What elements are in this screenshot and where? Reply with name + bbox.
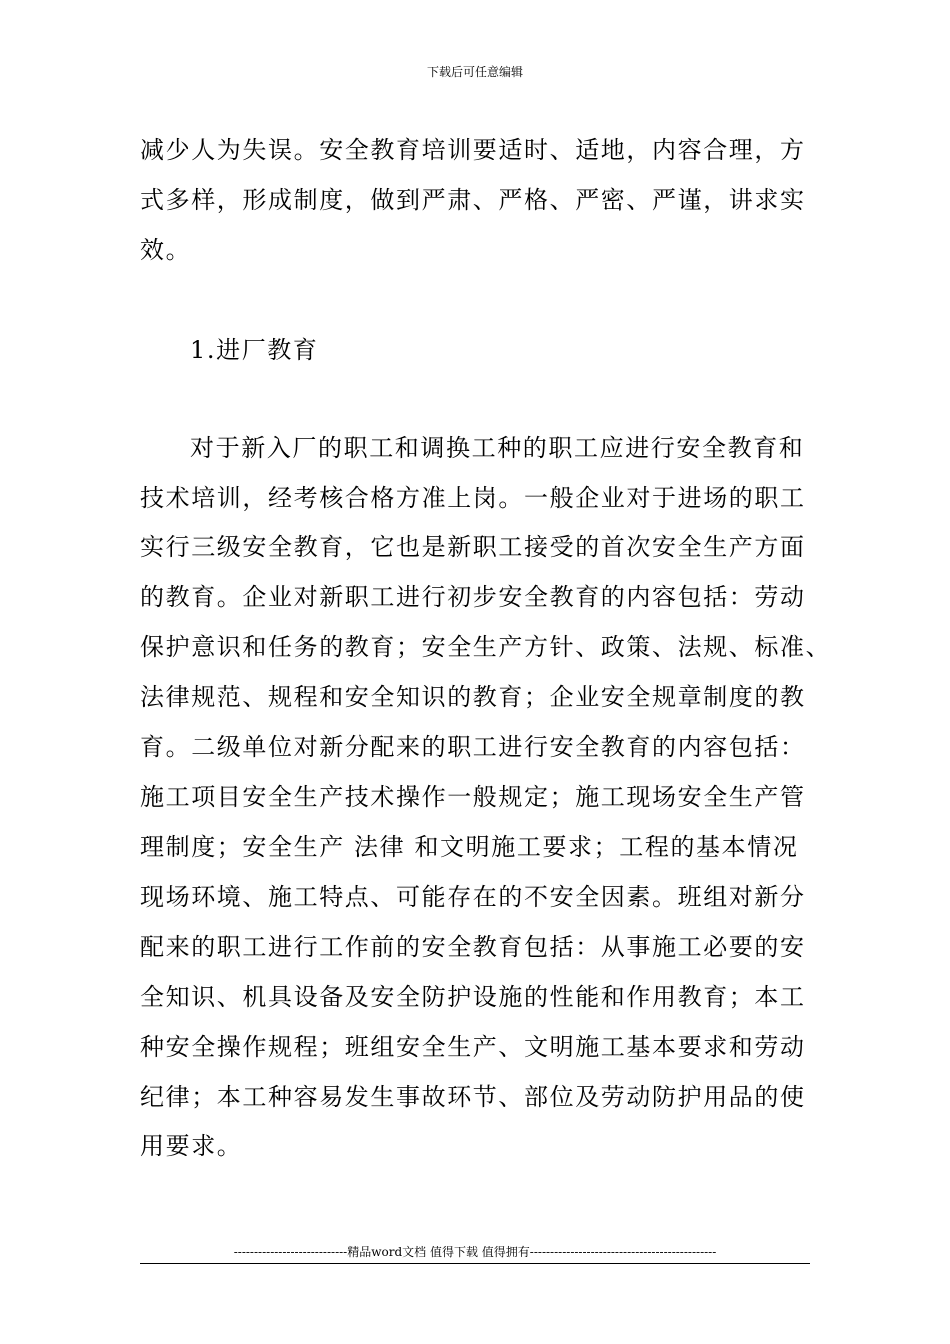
paragraph-2-line: 实行三级安全教育，它也是新职工接受的首次安全生产方面 bbox=[140, 533, 806, 561]
paragraph-2-line: 理制度；安全生产 法律 和文明施工要求；工程的基本情况 bbox=[140, 833, 799, 861]
paragraph-1-line: 式多样，形成制度，做到严肃、严格、严密、严谨，讲求实 bbox=[140, 186, 806, 214]
paragraph-1-line: 减少人为失误。安全教育培训要适时、适地，内容合理，方 bbox=[140, 136, 806, 164]
paragraph-2-line: 用要求。 bbox=[140, 1132, 243, 1160]
paragraph-2-line: 全知识、机具设备及安全防护设施的性能和作用教育；本工 bbox=[140, 983, 806, 1011]
paragraph-2-line: 的教育。企业对新职工进行初步安全教育的内容包括：劳动 bbox=[140, 583, 806, 611]
paragraph-2-line: 种安全操作规程；班组安全生产、文明施工基本要求和劳动 bbox=[140, 1033, 806, 1061]
paragraph-1-line: 效。 bbox=[140, 236, 192, 264]
paragraph-2-line: 纪律；本工种容易发生事故环节、部位及劳动防护用品的使 bbox=[140, 1083, 806, 1111]
page-header-note: 下载后可任意编辑 bbox=[426, 65, 523, 79]
paragraph-2-line: 施工项目安全生产技术操作一般规定；施工现场安全生产管 bbox=[140, 783, 806, 811]
paragraph-2-line: 技术培训，经考核合格方准上岗。一般企业对于进场的职工 bbox=[140, 484, 806, 512]
paragraph-2-line: 保护意识和任务的教育；安全生产方针、政策、法规、标准、 bbox=[140, 633, 832, 661]
paragraph-2-line: 现场环境、施工特点、可能存在的不安全因素。班组对新分 bbox=[140, 883, 806, 911]
footer-divider bbox=[140, 1263, 810, 1264]
paragraph-2-line: 法律规范、规程和安全知识的教育；企业安全规章制度的教 bbox=[140, 683, 806, 711]
paragraph-2-line: 配来的职工进行工作前的安全教育包括：从事施工必要的安 bbox=[140, 933, 806, 961]
section-heading: 1.进厂教育 bbox=[190, 336, 319, 364]
paragraph-2-line: 育。二级单位对新分配来的职工进行安全教育的内容包括： bbox=[140, 733, 806, 761]
page-footer-text: ----------------------------精品word文档 值得下载 值得拥有---------------------------------------------- bbox=[233, 1245, 717, 1259]
paragraph-2-line: 对于新入厂的职工和调换工种的职工应进行安全教育和 bbox=[190, 434, 805, 462]
